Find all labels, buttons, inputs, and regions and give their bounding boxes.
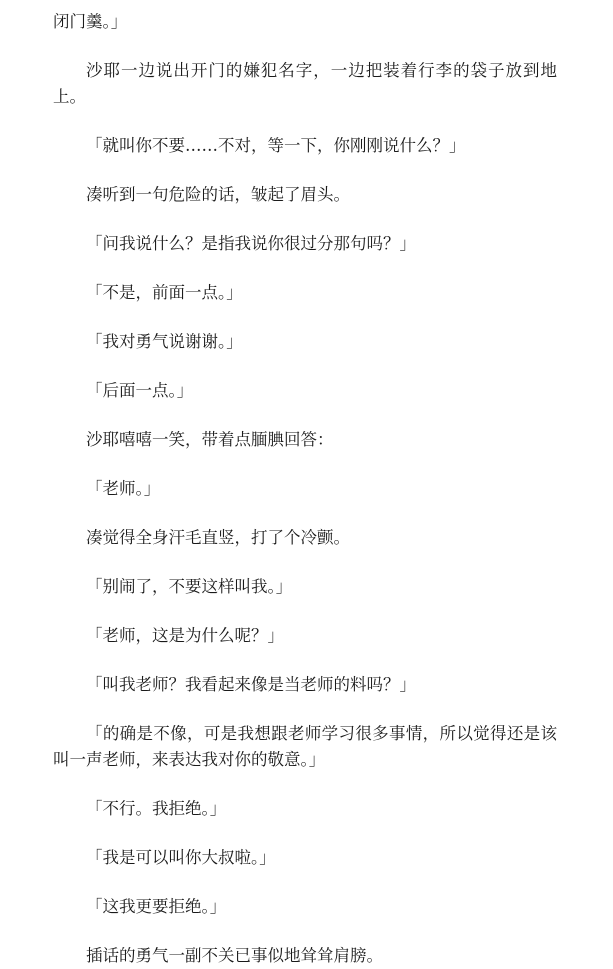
paragraph: 「就叫你不要……不对，等一下，你刚刚说什么？」 <box>86 136 466 155</box>
paragraph: 「我对勇气说谢谢。」 <box>86 332 243 351</box>
paragraph: 「老师，这是为什么呢？」 <box>86 626 284 645</box>
paragraph: 沙耶嘻嘻一笑，带着点腼腆回答： <box>86 430 334 449</box>
paragraph: 闭门羹。」 <box>53 12 128 31</box>
paragraph: 「这我更要拒绝。」 <box>86 897 227 916</box>
paragraph: 「老师。」 <box>86 479 161 498</box>
paragraph: 「的确是不像，可是我想跟老师学习很多事情，所以觉得还是该叫一声老师，来表达我对你的敬意。」 <box>53 724 557 769</box>
paragraph: 「问我说什么？是指我说你很过分那句吗？」 <box>86 234 416 253</box>
paragraph: 「后面一点。」 <box>86 381 194 400</box>
paragraph: 「我是可以叫你大叔啦。」 <box>86 848 276 867</box>
paragraph: 「不行。我拒绝。」 <box>86 799 227 818</box>
paragraph: 插话的勇气一副不关已事似地耸耸肩膀。 <box>86 946 383 965</box>
paragraph: 「不是，前面一点。」 <box>86 283 243 302</box>
paragraph: 「别闹了，不要这样叫我。」 <box>86 577 293 596</box>
paragraph: 「叫我老师？我看起来像是当老师的料吗？」 <box>86 675 416 694</box>
paragraph: 凑觉得全身汗毛直竖，打了个冷颤。 <box>86 528 350 547</box>
paragraph: 凑听到一句危险的话，皱起了眉头。 <box>86 185 350 204</box>
paragraph: 沙耶一边说出开门的嫌犯名字，一边把装着行李的袋子放到地上。 <box>53 61 557 106</box>
